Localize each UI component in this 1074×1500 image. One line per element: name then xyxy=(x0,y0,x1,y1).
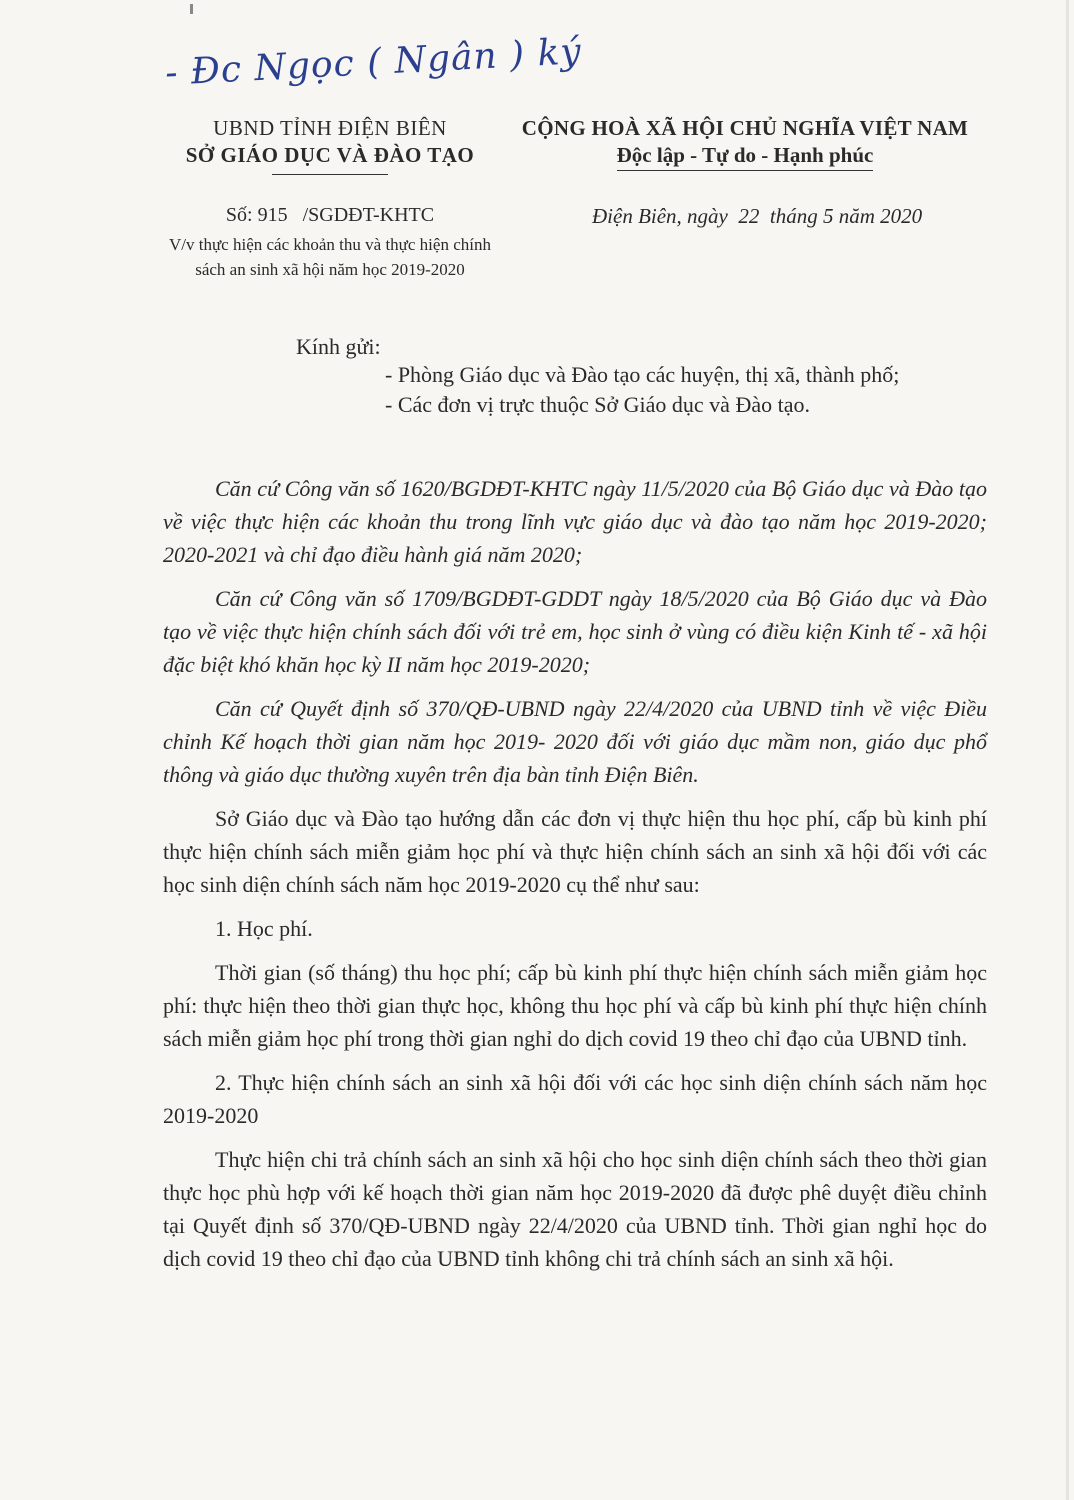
nation-title: CỘNG HOÀ XÃ HỘI CHỦ NGHĨA VIỆT NAM xyxy=(521,116,969,140)
document-subject: V/v thực hiện các khoản thu và thực hiện chính sách an sinh xã hội năm học 2019-2020 xyxy=(169,235,491,279)
handwritten-note: - Đc Ngọc ( Ngân ) ký xyxy=(164,31,583,94)
nation-motto: Độc lập - Tự do - Hạnh phúc xyxy=(617,143,874,171)
scan-edge-shadow xyxy=(1066,0,1069,1500)
body-paragraph: Sở Giáo dục và Đào tạo hướng dẫn các đơn vị thực hiện thu học phí, cấp bù kinh phí thực hiện chính sách miễn giảm học phí và thực hiện chính sách an sinh xã hội đối với các học sinh diện chính sách năm học 2019-2020 cụ thể như sau: xyxy=(163,806,987,897)
section-heading: 2. Thực hiện chính sách an sinh xã hội đối với các học sinh diện chính sách năm học 2019-2020 xyxy=(163,1070,987,1128)
document-number: Số: 915 /SGDĐT-KHTC xyxy=(225,204,435,226)
legal-basis-paragraph: Căn cứ Công văn số 1709/BGDĐT-GDDT ngày 18/5/2020 của Bộ Giáo dục và Đào tạo về việc thực hiện chính sách đối với trẻ em, học sinh ở vùng có điều kiện Kinh tế - xã hội đặc biệt khó khăn học kỳ II năm học 2019-2020; xyxy=(163,586,987,677)
legal-basis-paragraph: Căn cứ Quyết định số 370/QĐ-UBND ngày 22/4/2020 của UBND tỉnh về việc Điều chỉnh Kế hoạch thời gian năm học 2019- 2020 đối với giáo dục mầm non, giáo dục phổ thông và giáo dục thường xuyên trên địa bàn tỉnh Điện Biên. xyxy=(163,696,987,787)
national-header xyxy=(496,116,994,171)
scan-mark xyxy=(190,4,193,14)
document-date: Điện Biên, ngày 22 tháng 5 năm 2020 xyxy=(592,204,923,228)
body-paragraph: Thời gian (số tháng) thu học phí; cấp bù kinh phí thực hiện chính sách miễn giảm học phí: thực hiện theo thời gian thực học, không thu học phí và cấp bù kinh phí thực hiện chính sách miễn giảm học phí trong thời gian nghỉ do dịch covid 19 theo chỉ đạo của UBND tỉnh. xyxy=(163,960,987,1051)
legal-basis-paragraph: Căn cứ Công văn số 1620/BGDĐT-KHTC ngày 11/5/2020 của Bộ Giáo dục và Đào tạo về việc thực hiện các khoản thu trong lĩnh vực giáo dục và đào tạo năm học 2019-2020; 2020-2021 và chỉ đạo điều hành giá năm 2020; xyxy=(163,476,987,567)
org-underline xyxy=(272,174,388,175)
document-body xyxy=(163,472,987,1286)
issuing-organization xyxy=(160,116,500,175)
section-heading: 1. Học phí. xyxy=(215,916,313,941)
recipient-item: - Phòng Giáo dục và Đào tạo các huyện, thị xã, thành phố; xyxy=(385,362,900,387)
salutation: Kính gửi: xyxy=(296,334,381,359)
org-line-1: UBND TỈNH ĐIỆN BIÊN xyxy=(213,116,447,140)
recipient-item: - Các đơn vị trực thuộc Sở Giáo dục và Đào tạo. xyxy=(385,392,810,417)
org-line-2: SỞ GIÁO DỤC VÀ ĐÀO TẠO xyxy=(185,143,475,167)
body-paragraph: Thực hiện chi trả chính sách an sinh xã hội cho học sinh diện chính sách theo thời gian thực học phù hợp với kế hoạch thời gian năm học 2019-2020 đã được phê duyệt điều chỉnh tại Quyết định số 370/QĐ-UBND ngày 22/4/2020 của UBND tỉnh. Thời gian nghỉ học do dịch covid 19 theo chỉ đạo của UBND tỉnh không chi trả chính sách an sinh xã hội. xyxy=(163,1147,987,1271)
